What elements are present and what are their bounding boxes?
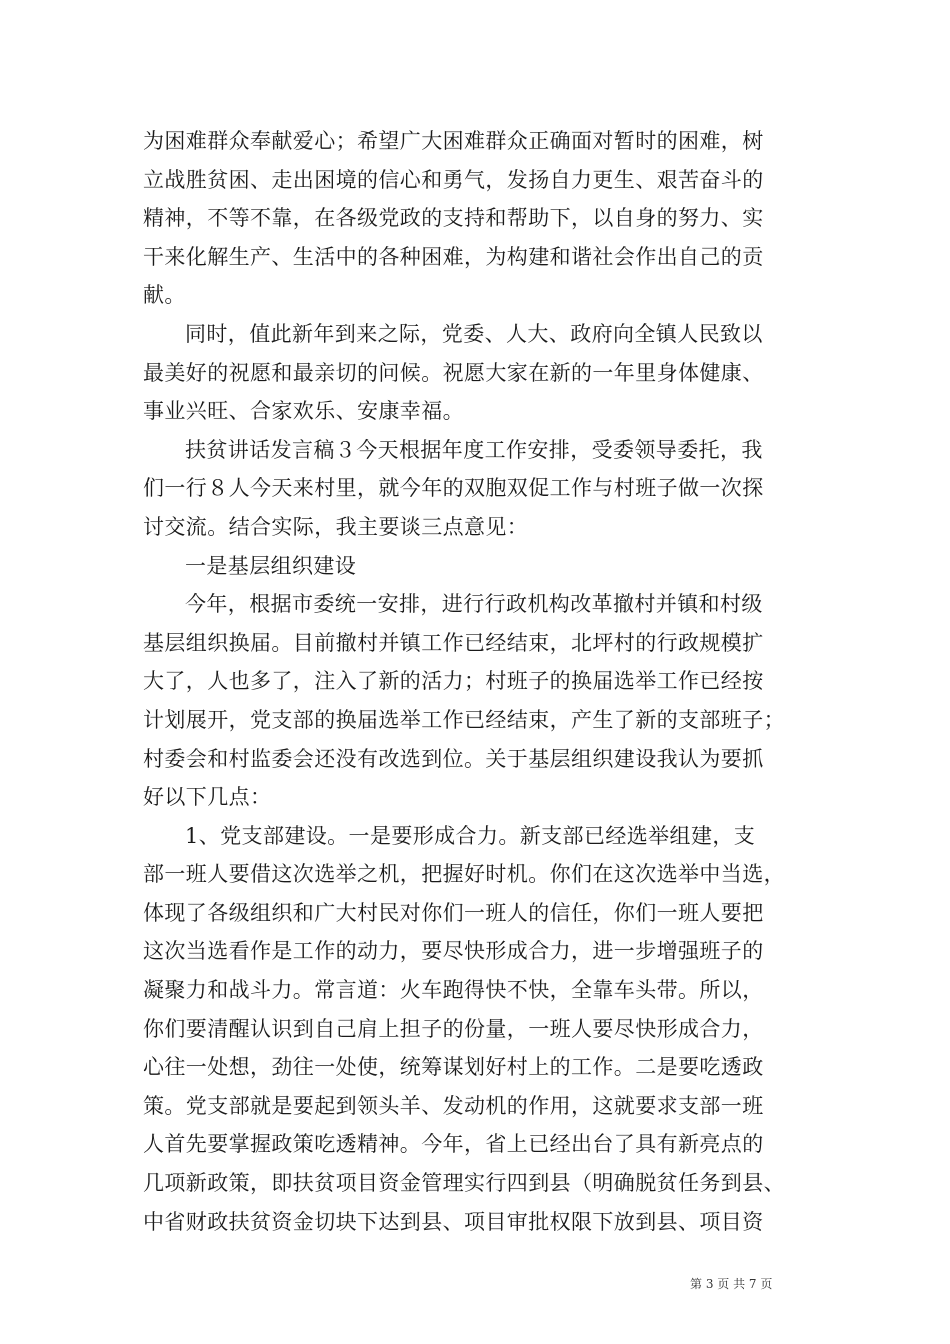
text-line: 精神，不等不靠，在各级党政的支持和帮助下，以自身的努力、实	[143, 206, 764, 231]
text-line: 献。	[143, 283, 186, 308]
text-line: 策。党支部就是要起到领头羊、发动机的作用，这就要求支部一班	[143, 1093, 764, 1118]
text-line: 计划展开，党支部的换届选举工作已经结束，产生了新的支部班子；	[143, 707, 785, 732]
text-line: 干来化解生产、生活中的各种困难，为构建和谐社会作出自己的贡	[143, 244, 764, 269]
text-line: 心往一处想，劲往一处使，统筹谋划好村上的工作。二是要吃透政	[143, 1055, 764, 1080]
document-body	[143, 122, 815, 1241]
text-line: 一是基层组织建设	[185, 553, 357, 578]
text-line: 这次当选看作是工作的动力，要尽快形成合力，进一步增强班子的	[143, 939, 764, 964]
text-line: 今年，根据市委统一安排，进行行政机构改革撤村并镇和村级	[185, 592, 763, 617]
text-line: 事业兴旺、合家欢乐、安康幸福。	[143, 399, 464, 424]
text-line: 几项新政策，即扶贫项目资金管理实行四到县（明确脱贫任务到县、	[143, 1171, 785, 1196]
text-line: 为困难群众奉献爱心；希望广大困难群众正确面对暂时的困难，树	[143, 129, 764, 153]
page-number: 第 3 页 共 7 页	[690, 1277, 773, 1291]
text-line: 好以下几点：	[143, 785, 272, 810]
text-line: 立战胜贫困、走出困境的信心和勇气，发扬自力更生、艰苦奋斗的	[143, 167, 764, 192]
text-line: 扶贫讲话发言稿３今天根据年度工作安排，受委领导委托，我	[185, 437, 763, 462]
text-line: 部一班人要借这次选举之机，把握好时机。你们在这次选举中当选，	[143, 862, 785, 887]
text-line: 你们要清醒认识到自己肩上担子的份量，一班人要尽快形成合力，	[143, 1016, 764, 1041]
text-line: 凝聚力和战斗力。常言道：火车跑得快不快，全靠车头带。所以，	[143, 978, 764, 1003]
text-line: 村委会和村监委会还没有改选到位。关于基层组织建设我认为要抓	[143, 746, 764, 771]
text-line: 大了，人也多了，注入了新的活力；村班子的换届选举工作已经按	[143, 669, 764, 694]
text-line: 体现了各级组织和广大村民对你们一班人的信任，你们一班人要把	[143, 900, 764, 925]
text-line: 讨交流。结合实际，我主要谈三点意见：	[143, 514, 529, 539]
text-line: 最美好的祝愿和最亲切的问候。祝愿大家在新的一年里身体健康、	[143, 360, 764, 385]
text-line: 1、党支部建设。一是要形成合力。新支部已经选举组建，支	[185, 823, 756, 848]
text-line: 们一行８人今天来村里，就今年的双胞双促工作与村班子做一次探	[143, 476, 764, 501]
text-line: 人首先要掌握政策吃透精神。今年，省上已经出台了具有新亮点的	[143, 1132, 764, 1157]
text-line: 同时，值此新年到来之际，党委、人大、政府向全镇人民致以	[185, 321, 763, 346]
text-line: 基层组织换届。目前撤村并镇工作已经结束，北坪村的行政规模扩	[143, 630, 764, 655]
text-line: 中省财政扶贫资金切块下达到县、项目审批权限下放到县、项目资	[143, 1209, 764, 1234]
